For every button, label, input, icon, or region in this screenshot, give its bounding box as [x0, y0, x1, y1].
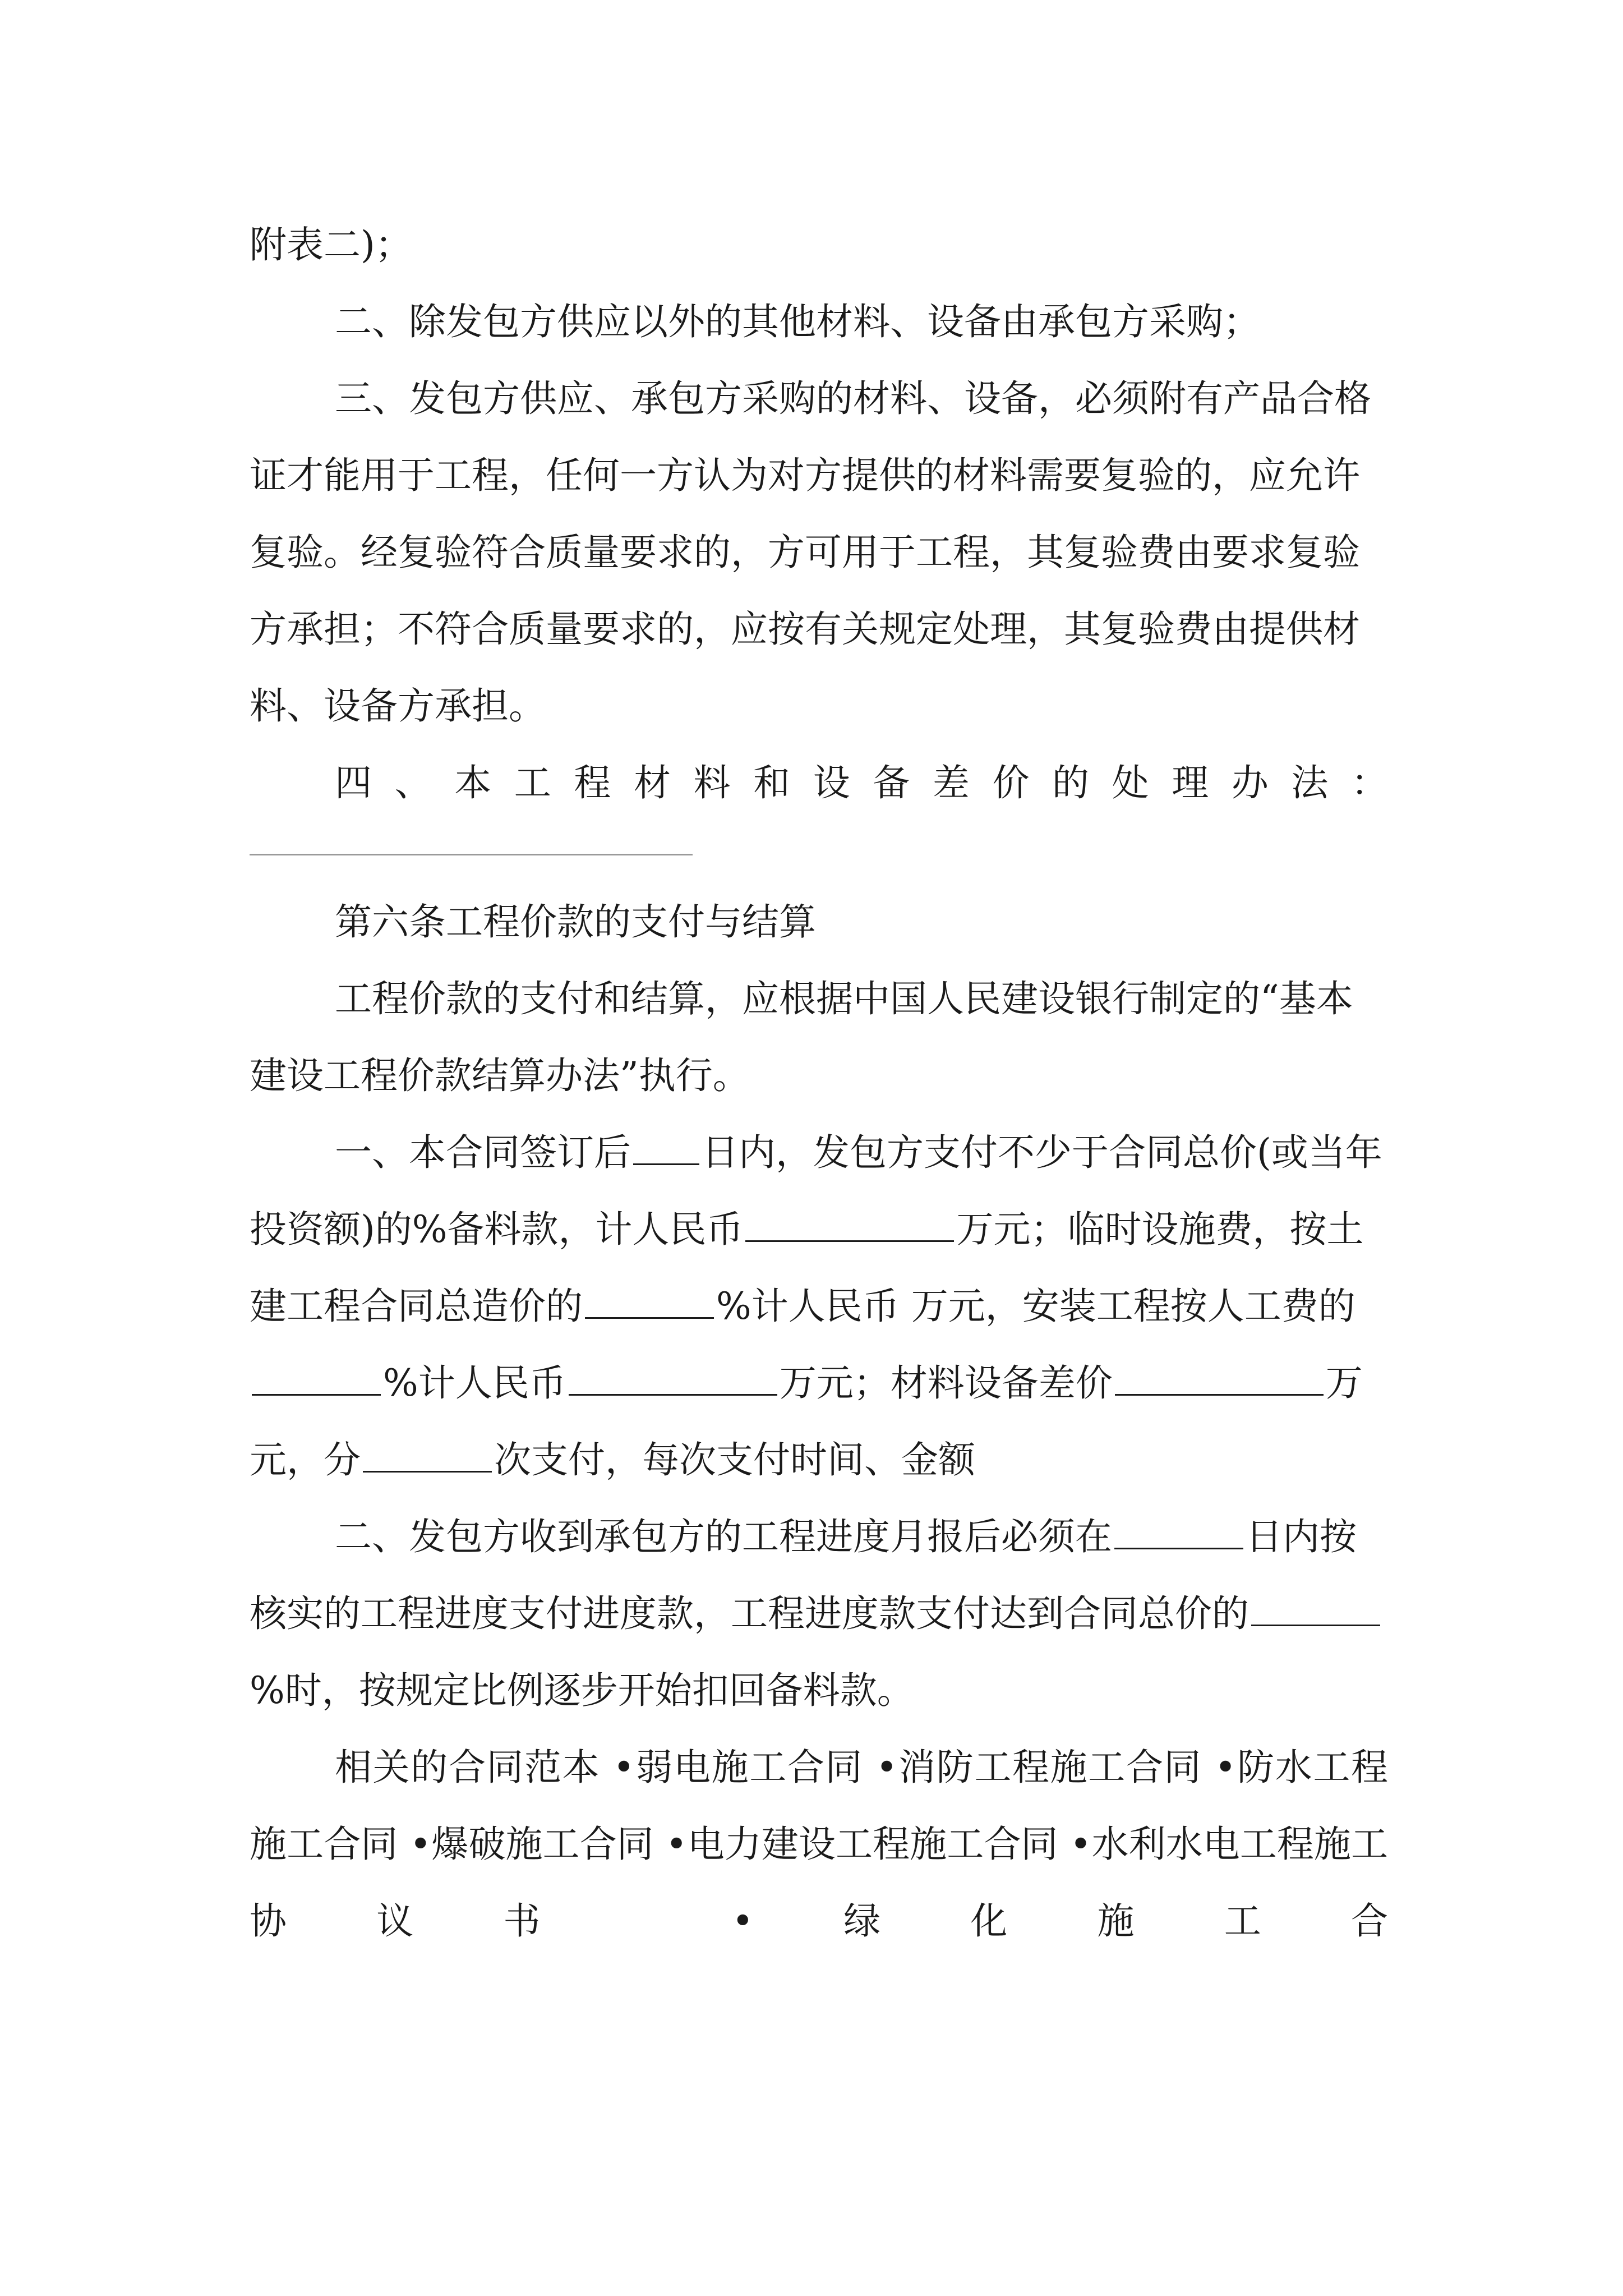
fill-blank-times: [363, 1441, 492, 1473]
clause-materials-certification-retest: 三、发包方供应、承包方采购的材料、设备，必须附有产品合格证才能用于工程，任何一方认为对方提供的材料需要复验的，应允许复验。经复验符合质量要求的，方可用于工程，其复验费由要求复验方承担；不符合质量要求的，应按有关规定处理，其复验费由提供材料、设备方承担。: [250, 377, 1371, 728]
clause-price-difference-handling: 四、本工程材料和设备差价的处理办法：: [335, 761, 1388, 804]
paragraph-payment-settlement-basis: 工程价款的支付和结算，应根据中国人民建设银行制定的“基本建设工程价款结算办法”执行。: [250, 977, 1353, 1097]
document-body: [250, 206, 1388, 1959]
clause-text: %时，按规定比例逐步开始扣回备料款。: [250, 1669, 914, 1712]
fill-blank-amount: [569, 1364, 777, 1396]
clause-text: 万元，分: [250, 1361, 1363, 1481]
clause-text: 日内按核实的工程进度支付进度款，工程进度款支付达到合同总价的: [250, 1515, 1357, 1635]
clause-text: 次支付，每次支付时间、金额: [494, 1438, 975, 1481]
clause-text: 二、发包方收到承包方的工程进度月报后必须在: [335, 1515, 1112, 1558]
clause-materials-contractor-purchase: 二、除发包方供应以外的其他材料、设备由承包方采购；: [335, 300, 1260, 343]
fill-blank-amount: [1115, 1364, 1324, 1396]
fill-blank-days: [633, 1133, 699, 1165]
clause-text: 万元；材料设备差价: [779, 1361, 1113, 1405]
clause-text: 万元；临时设施费，按土建工程合同总造价的: [250, 1208, 1364, 1328]
fill-blank-percent: [1251, 1594, 1380, 1626]
fill-blank-days: [1114, 1517, 1243, 1549]
section-divider: [250, 854, 693, 855]
clause-text: 一、本合同签订后: [335, 1131, 631, 1174]
fill-blank-amount: [745, 1210, 954, 1242]
related-contract-templates: 相关的合同范本 •弱电施工合同 •消防工程施工合同 •防水工程施工合同 •爆破施工合同 •电力建设工程施工合同 •水利水电工程施工协议书 •绿化施工合: [250, 1746, 1388, 1943]
clause-text: %计人民币: [383, 1361, 566, 1405]
article-six-heading: 第六条工程价款的支付与结算: [335, 900, 816, 944]
clause-advance-payment: [250, 1114, 1388, 1498]
fill-blank-percent: [252, 1364, 381, 1396]
fill-blank-percent: [585, 1287, 714, 1319]
paragraph-appendix-continuation: 附表二)；: [250, 223, 412, 266]
clause-text: %计人民币 万元，安装工程按人工费的: [716, 1285, 1355, 1328]
clause-text: 日内，发包方支付不少于合同总价(或当年投资额)的%备料款，计人民币: [250, 1131, 1382, 1251]
clause-progress-payment: [250, 1498, 1388, 1729]
